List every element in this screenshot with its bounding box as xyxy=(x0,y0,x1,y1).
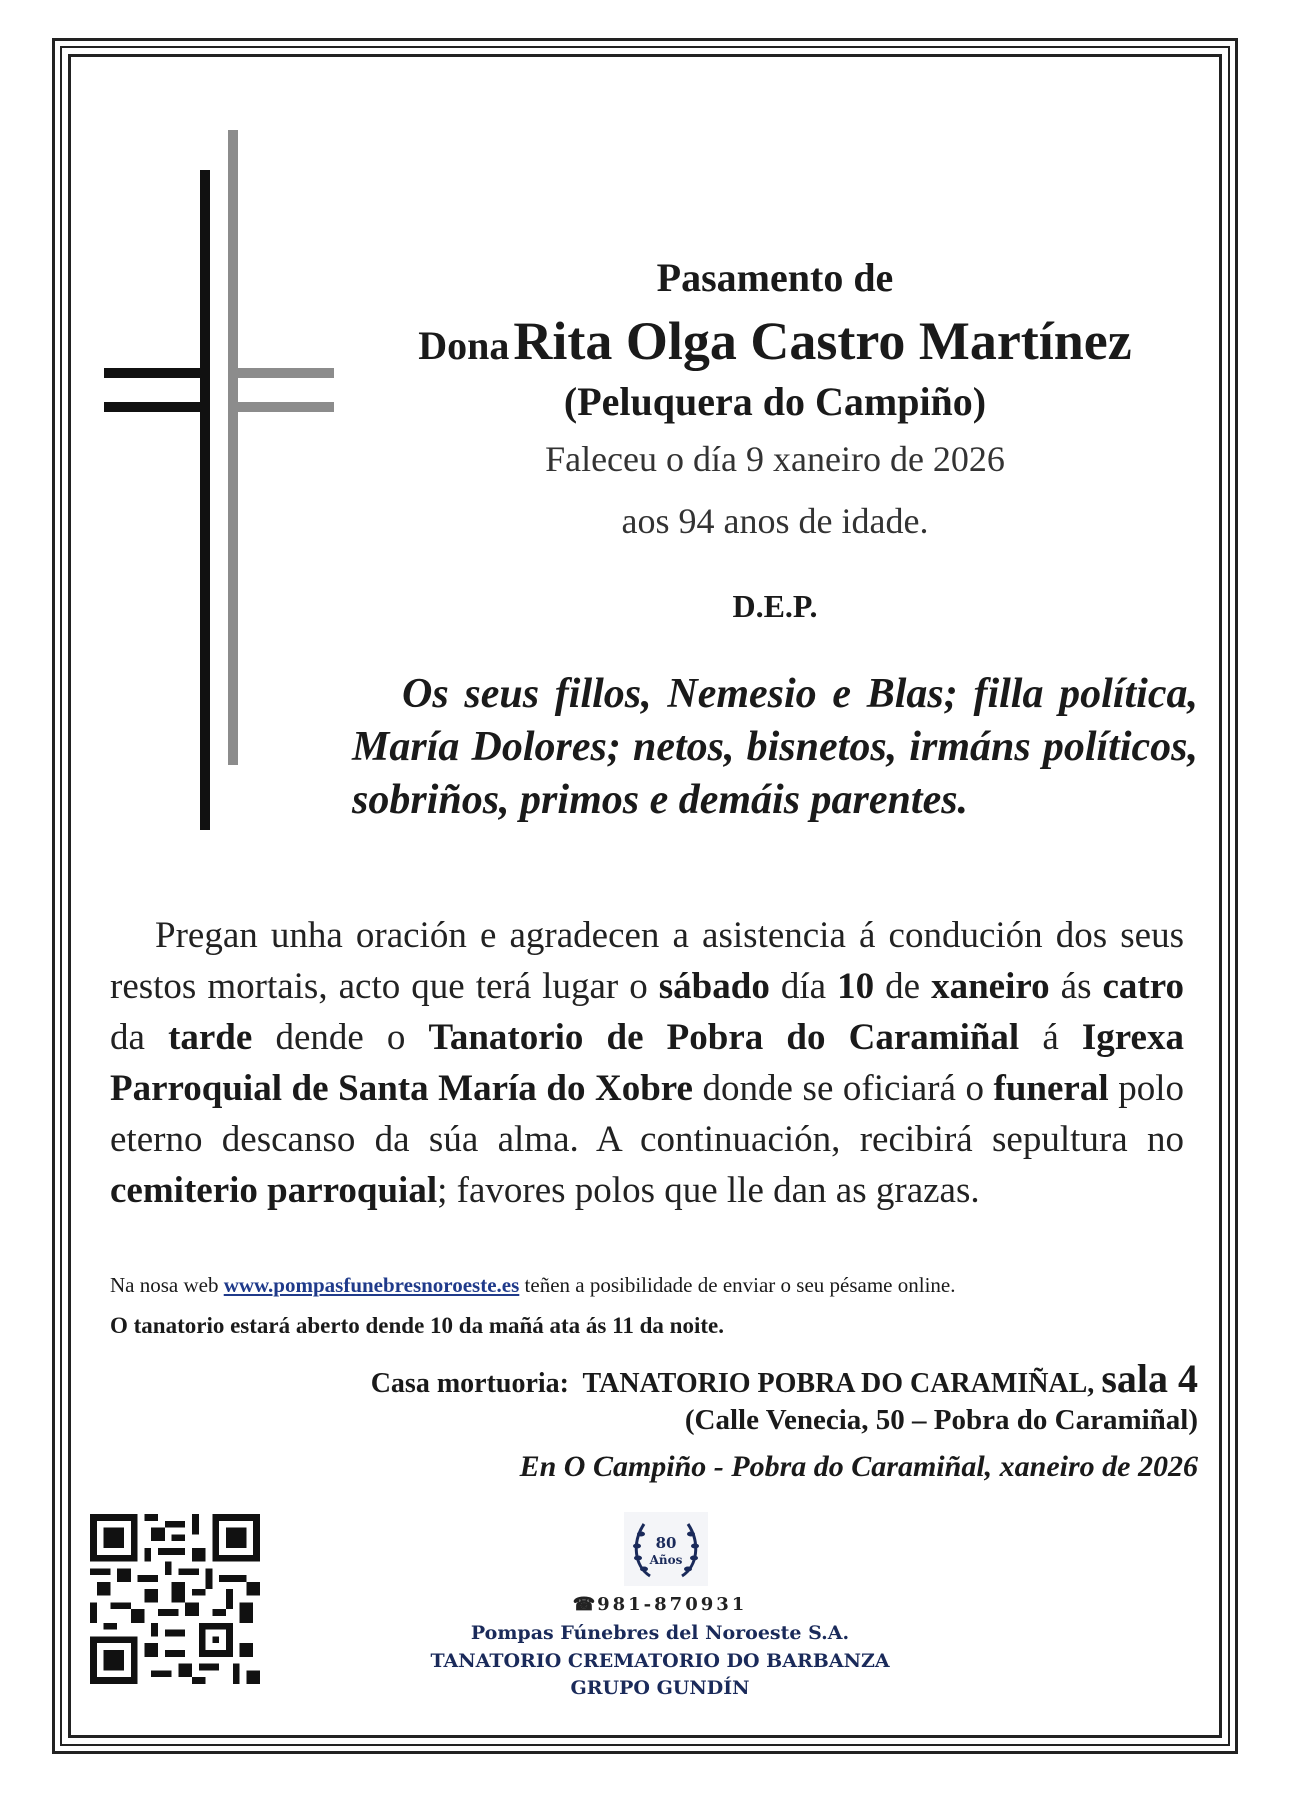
website-link[interactable]: www.pompasfunebresnoroeste.es xyxy=(223,1273,520,1297)
funeral-home-address: (Calle Venecia, 50 – Pobra do Caramiñal) xyxy=(684,1404,1198,1436)
telephone-icon: ☎ xyxy=(572,1594,596,1615)
funeral-home-room: sala 4 xyxy=(1101,1356,1198,1401)
deceased-name: Rita Olga Castro Martínez xyxy=(513,311,1132,371)
deceased-name-line xyxy=(340,310,1210,372)
honorific: Dona xyxy=(418,323,510,368)
cross-icon xyxy=(104,130,334,830)
phone-line xyxy=(400,1594,920,1615)
rip-text: D.E.P. xyxy=(732,588,818,624)
place-and-date: En O Campiño - Pobra do Caramiñal, xaneiro de 2026 xyxy=(519,1450,1198,1483)
funeral-home-label: Casa mortuoria: xyxy=(370,1368,569,1399)
phone-number[interactable]: 981-870931 xyxy=(597,1594,748,1615)
funeral-home-name: TANATORIO POBRA DO CARAMIÑAL, xyxy=(582,1368,1095,1399)
funeral-home xyxy=(371,1355,1198,1402)
nickname: (Peluquera do Campiño) xyxy=(563,379,987,424)
company-name: Pompas Fúnebres del Noroeste S.A. xyxy=(470,1622,850,1644)
anniversary-seal-icon xyxy=(624,1512,708,1586)
web-note: Na nosa web www.pompasfunebresnoroeste.es teñen a posibilidade de enviar o seu pésame online. xyxy=(110,1273,956,1297)
crematorium-name: TANATORIO CREMATORIO DO BARBANZA xyxy=(430,1650,890,1672)
age-text: aos 94 anos de idade. xyxy=(621,501,929,541)
group-name: GRUPO GUNDÍN xyxy=(570,1677,750,1699)
seal-text: Años xyxy=(649,1553,683,1567)
family-paragraph: Os seus fillos, Nemesio e Blas; filla política, María Dolores; netos, bisnetos, irmáns políticos, sobriños, primos e demáis parentes. xyxy=(352,671,1198,823)
qr-code-icon[interactable] xyxy=(90,1514,260,1684)
death-date: Faleceu o día 9 xaneiro de 2026 xyxy=(545,439,1005,479)
seal-number: 80 xyxy=(655,1534,677,1552)
notice-heading: Pasamento de xyxy=(656,255,894,300)
opening-hours: O tanatorio estará aberto dende 10 da mañá ata ás 11 da noite. xyxy=(110,1313,724,1338)
ceremony-paragraph: Pregan unha oración e agradecen a asistencia á condución dos seus restos mortais, acto que terá lugar o sábado día 10 de xaneiro ás catro da tarde dende o Tanatorio de Pobra do Caramiñal á Igrexa Parroquial de Santa María do Xobre donde se oficiará o funeral polo eterno descanso da súa alma. A continuación, recibirá sepultura no cemiterio parroquial; favores polos que lle dan as grazas. xyxy=(110,915,1184,1211)
